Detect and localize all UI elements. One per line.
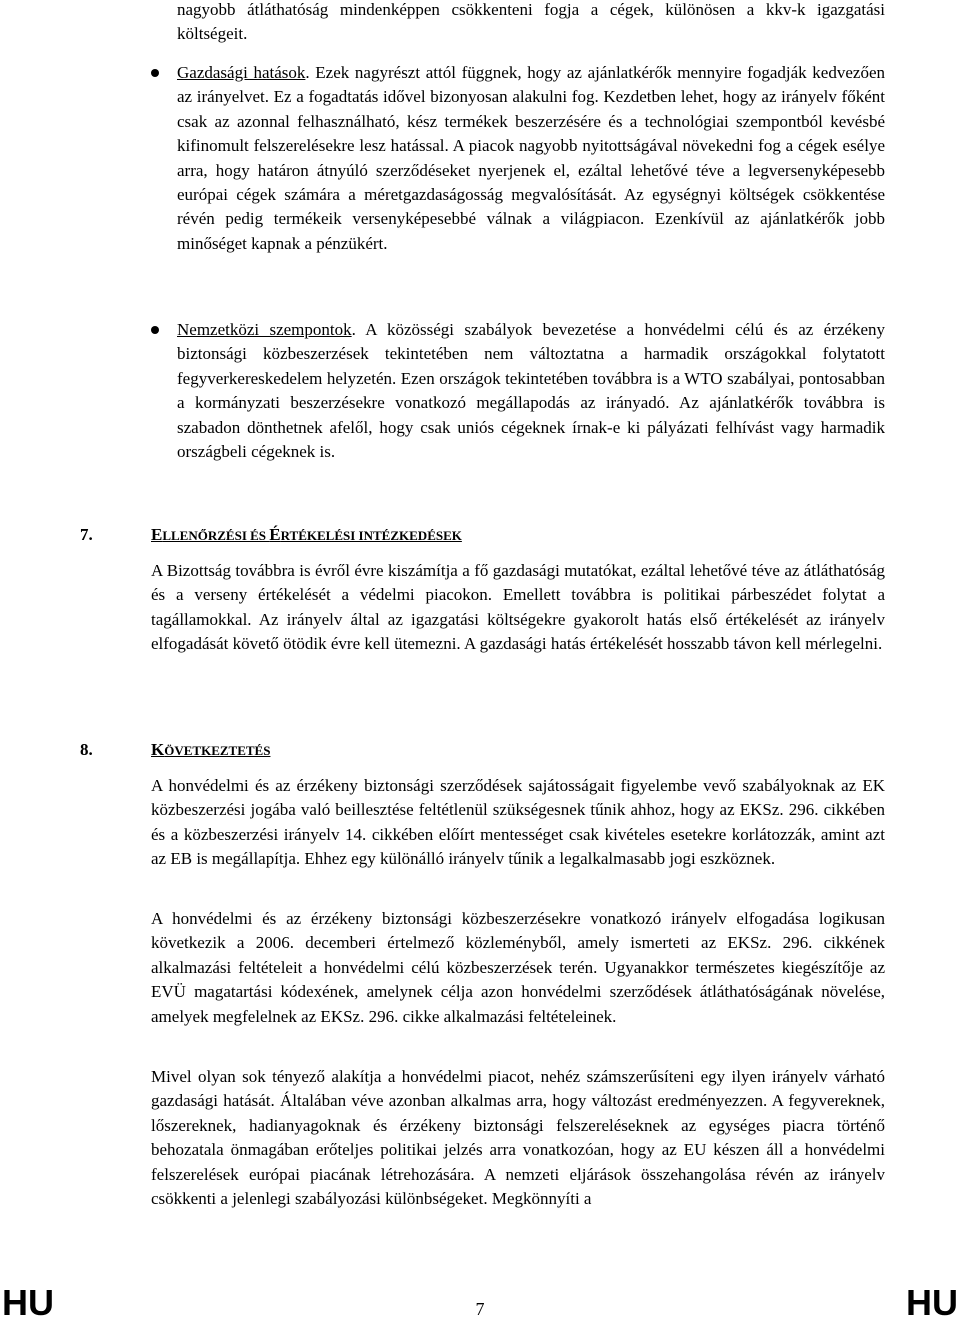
- section-8-title: KÖVETKEZTETÉS: [151, 740, 271, 759]
- section-8-paragraph-2: A honvédelmi és az érzékeny biztonsági közbeszerzésekre vonatkozó irányelv elfogadása logikusan következik a 2006. decemberi értelmező közleményből, amely ismerteti az EKSz. 296. cikkének alkalmazási feltételeit a honvédelmi célú közbeszerzések terén. Ugyanakkor természetes kiegészítője az EVÜ magatartási kódexének, amelynek célja azon honvédelmi szerződések átláthatóságának növelése, amelyek megfelelnek az EKSz. 296. cikke alkalmazási feltételeinek.: [151, 909, 885, 1026]
- section-7-paragraph: A Bizottság továbbra is évről évre kiszámítja a fő gazdasági mutatókat, ezáltal lehetővé téve az átláthatóság és a verseny értékelését a védelmi piacokon. Emellett továbbra is politikai párbeszédet folytat a tagállamokkal. Az irányelv által az igazgatási költségekre gyakorolt hatás első értékelését az irányelv elfogadását követő ötödik évre kell ütemezni. A gazdasági hatás értékelését hosszabb távon kell mérlegelni.: [151, 561, 885, 654]
- bullet-dot-icon: [151, 69, 159, 77]
- section-7-heading: [80, 523, 462, 548]
- bullet-international-label: Nemzetközi szempontok: [177, 320, 352, 339]
- bullet-international-aspects: [177, 318, 885, 464]
- footer-language-left: HU: [2, 1282, 54, 1323]
- bullet-economic-text: . Ezek nagyrészt attól függnek, hogy az ajánlatkérők mennyire fogadják kedvezően az irányelvet. Ez a fogadtatás idővel bizonyosan alakulni fog. Kezdetben lehet, hogy az irányelv főként csak az azonnal felhasználható, kész termékek beszerzésére és a technológiai szempontból kevésbé kifinomult felszerelésekre lesz hatással. A piacok nagyobb nyitottságával növekedni fog a cégek esélye arra, hogy határon átnyúló szerződéseket nyerjenek el, ezáltal lehetővé téve a legversenyképesebb európai cégek számára a méretgazdaságosság megvalósítását. Az egységnyi költségek csökkentése révén pedig termékeik versenyképesebbé válnak a világpiacon. Ezenkívül az ajánlatkérők jobb minőséget kapnak a pénzükért.: [177, 63, 885, 253]
- section-8-heading: [80, 738, 270, 763]
- section-7-number: 7.: [80, 525, 93, 544]
- section-7-title: ELLENŐRZÉSI ÉS ÉRTÉKELÉSI INTÉZKEDÉSEK: [151, 525, 462, 544]
- bullet-economic-paragraph: [177, 61, 885, 256]
- continuation-paragraph: nagyobb átláthatóság mindenképpen csökkenteni fogja a cégek, különösen a kkv-k igazgatási költségeit.: [177, 0, 885, 44]
- bullet-economic-effects: [177, 61, 885, 256]
- section-8-number: 8.: [80, 740, 93, 759]
- bullet-dot-icon: [151, 326, 159, 334]
- bullet-international-paragraph: [177, 318, 885, 464]
- footer-language-right: HU: [906, 1282, 958, 1323]
- section-8-paragraph-3: Mivel olyan sok tényező alakítja a honvédelmi piacot, nehéz számszerűsíteni egy ilyen irányelv várható gazdasági hatását. Általában véve azonban alkalmas arra, hogy változást eredményezzen. A fegyvereknek, lőszereknek, hadianyagoknak és érzékeny biztonsági felszereléseknek az egységes piacra történő behozatala önmagában erőteljes politikai jelzés arra vonatkozóan, hogy az EU készen áll a honvédelmi felszerelések európai piacának létrehozására. A nemzeti eljárások összehangolása révén az irányelv csökkenti a jelenlegi szabályozási különbségeket. Megkönnyíti a: [151, 1067, 885, 1209]
- section-8-paragraph-1: A honvédelmi és az érzékeny biztonsági szerződések sajátosságait figyelembe vevő szabályoknak az EK közbeszerzési jogába való beillesztése feltétlenül szükségesnek tűnik ahhoz, hogy az EKSz. 296. cikkében és a közbeszerzési irányelv 14. cikkében előírt mentességet csak kivételes esetekre korlátozzák, amint azt az EB is megállapítja. Ehhez egy különálló irányelv tűnik a legalkalmasabb jogi eszköznek.: [151, 776, 885, 869]
- footer-page-number: 7: [475, 1299, 485, 1319]
- bullet-economic-label: Gazdasági hatások: [177, 63, 306, 82]
- bullet-international-text: . A közösségi szabályok bevezetése a honvédelmi célú és az érzékeny biztonsági közbeszerzések tekintetében nem változtatna a harmadik országokkal folytatott fegyverkereskedelem helyzetén. Ezen országok tekintetében továbbra is a WTO szabályai, pontosabban a kormányzati beszerzésekre vonatkozó megállapodás az irányadó. Az ajánlatkérők továbbra is szabadon dönthetnek afelől, hogy csak uniós cégeknek írnak-e ki pályázati felhívást vagy harmadik országbeli cégeknek is.: [177, 320, 886, 462]
